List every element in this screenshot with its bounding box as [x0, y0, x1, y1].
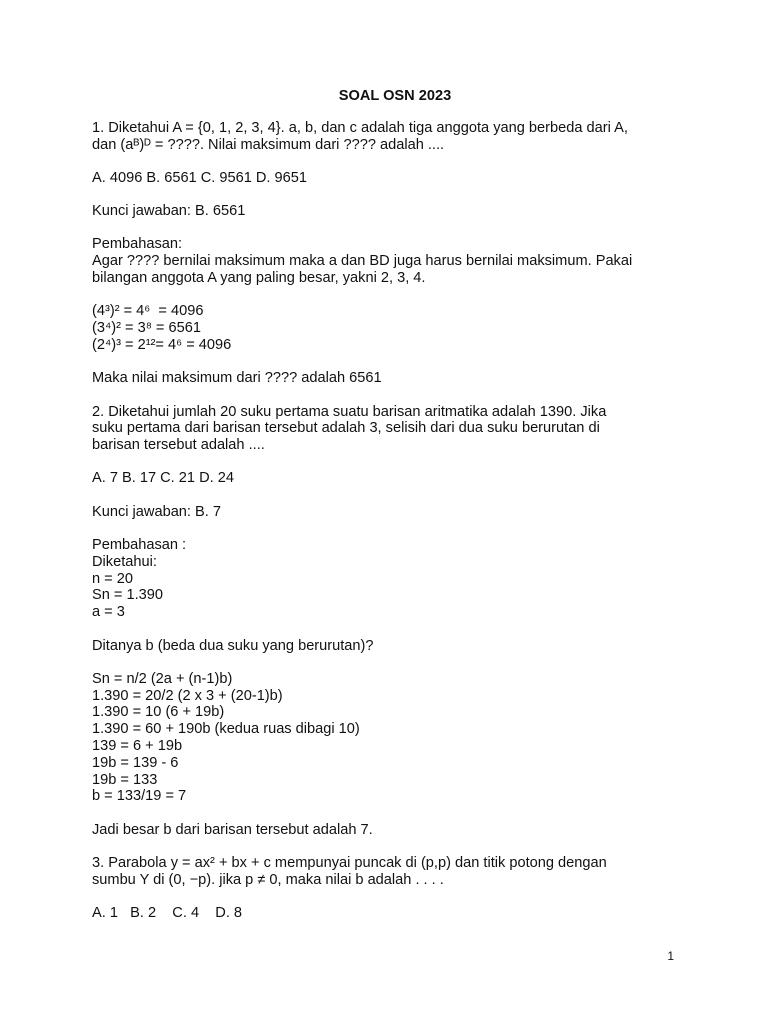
q1-stem-line-2: dan (aᴮ)ᴰ = ????. Nilai maksimum dari ???? adalah ....: [92, 136, 445, 153]
q2-step-5: 139 = 6 + 19b: [92, 738, 183, 755]
q2-options: A. 7 B. 17 C. 21 D. 24: [92, 470, 234, 487]
spacer: [92, 839, 692, 856]
spacer: [92, 354, 692, 371]
question-1: [92, 120, 692, 404]
spacer: [92, 187, 692, 204]
spacer: [92, 220, 692, 237]
spacer: [92, 521, 692, 538]
q2-known-1: n = 20: [92, 570, 133, 587]
q3-options: A. 1 B. 2 C. 4 D. 8: [92, 905, 243, 922]
q3-stem-line-1: 3. Parabola y = ax² + bx + c mempunyai puncak di (p,p) dan titik potong dengan: [92, 855, 607, 871]
q1-stem-line-1: 1. Diketahui A = {0, 1, 2, 3, 4}. a, b, dan c adalah tiga anggota yang berbeda dari A,: [92, 119, 628, 136]
q1-discussion-line-1: Agar ???? bernilai maksimum maka a dan BD juga harus bernilai maksimum. Pakai: [92, 253, 633, 270]
spacer: [92, 454, 692, 471]
q1-calculation-2: (3⁴)² = 3⁸ = 6561: [92, 320, 201, 337]
spacer: [92, 889, 692, 906]
spacer: [92, 654, 692, 671]
q2-stem-line-2: suku pertama dari barisan tersebut adalah 3, selisih dari dua suku berurutan di: [92, 420, 600, 437]
q1-calculation-3: (2⁴)³ = 2¹²= 4⁶ = 4096: [92, 336, 232, 353]
q2-step-8: b = 133/19 = 7: [92, 788, 187, 805]
q2-step-3: 1.390 = 10 (6 + 19b): [92, 704, 225, 721]
spacer: [92, 487, 692, 504]
q2-step-6: 19b = 139 - 6: [92, 754, 179, 771]
page-number: 1: [667, 949, 674, 963]
q1-calculation-1: (4³)² = 4⁶ = 4096: [92, 303, 204, 320]
q2-step-4: 1.390 = 60 + 190b (kedua ruas dibagi 10): [92, 721, 360, 738]
spacer: [92, 153, 692, 170]
q2-known-3: a = 3: [92, 604, 125, 621]
question-3: [92, 855, 692, 922]
document-page: [92, 88, 692, 922]
q1-discussion-label: Pembahasan:: [92, 236, 183, 253]
q2-stem-line-3: barisan tersebut adalah ....: [92, 437, 265, 454]
q3-stem-line-2: sumbu Y di (0, −p). jika p ≠ 0, maka nilai b adalah . . . .: [92, 871, 444, 888]
q2-step-7: 19b = 133: [92, 771, 158, 788]
q1-discussion-line-2: bilangan anggota A yang paling besar, yakni 2, 3, 4.: [92, 270, 426, 287]
q2-step-2: 1.390 = 20/2 (2 x 3 + (20-1)b): [92, 687, 283, 704]
q1-answer-key: Kunci jawaban: B. 6561: [92, 203, 246, 220]
q2-asked: Ditanya b (beda dua suku yang berurutan)?: [92, 637, 374, 654]
q2-stem-line-1: 2. Diketahui jumlah 20 suku pertama suatu barisan aritmatika adalah 1390. Jika: [92, 403, 607, 420]
q2-known-label: Diketahui:: [92, 553, 157, 570]
spacer: [92, 621, 692, 638]
document-title: SOAL OSN 2023: [338, 88, 452, 104]
q2-step-1: Sn = n/2 (2a + (n-1)b): [92, 670, 233, 687]
q2-known-2: Sn = 1.390: [92, 587, 164, 604]
q2-answer-key: Kunci jawaban: B. 7: [92, 503, 221, 520]
q2-discussion-label: Pembahasan :: [92, 537, 187, 554]
spacer: [92, 287, 692, 304]
question-2: [92, 404, 692, 855]
q1-options: A. 4096 B. 6561 C. 9561 D. 9651: [92, 169, 308, 186]
spacer: [92, 805, 692, 822]
spacer: [92, 387, 692, 404]
q2-conclusion: Jadi besar b dari barisan tersebut adalah 7.: [92, 821, 373, 838]
q1-conclusion: Maka nilai maksimum dari ???? adalah 6561: [92, 370, 382, 387]
